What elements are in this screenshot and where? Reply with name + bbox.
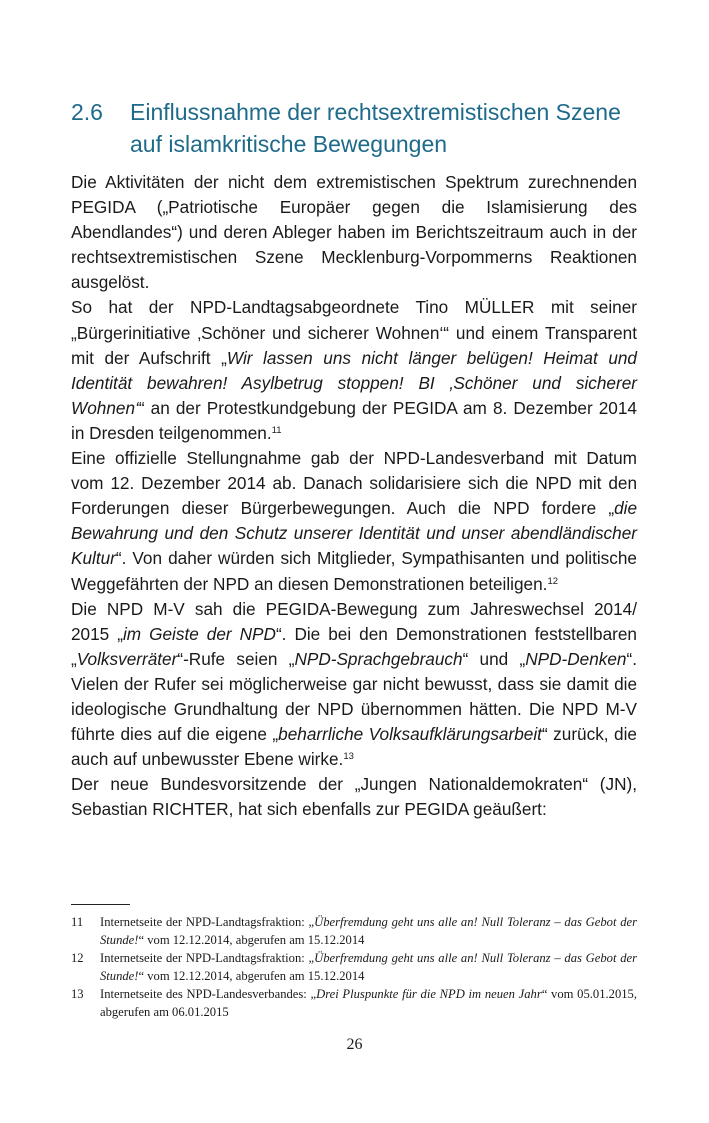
paragraph-4-quote-2: Volksverräter [76,648,178,669]
paragraph-4-text-e: “-Rufe seien „ [177,648,295,669]
footnote-number: 13 [71,987,84,1001]
paragraph-4-quote-1: im Geiste der NPD [122,623,276,644]
footnote-12-text-a: Internetseite der NPD-Landtagsfraktion: „ [100,951,315,965]
paragraph-4-text-g: “ und „ [462,648,526,669]
paragraph-3-quote: die Bewahrung und den Schutz unserer Identität und unser abendländischer Kultur [71,498,637,569]
section-title-line-1: Einflussnahme der rechtsextremistischen Szene [130,99,621,125]
footnote-13-text-c: “ vom 05.01.2015, abgerufen am 06.01.2015 [100,987,637,1019]
footnote-text [100,913,637,949]
footnote-text [100,949,637,985]
footnote-12 [71,949,637,985]
paragraph-4-quote-4: NPD-Denken [525,648,627,669]
paragraph-5: Der neue Bundesvorsitzende der „Jungen Nationaldemokraten“ (JN), Sebastian RICHTER, hat sich ebenfalls zur PEGIDA geäußert: [71,774,637,820]
footnote-11-text-c: “ vom 12.12.2014, abgerufen am 15.12.2014 [138,933,365,947]
paragraph-3 [71,446,637,597]
footnote-12-title: Überfremdung geht uns alle an! Null Toleranz – das Gebot der Stunde! [100,951,637,983]
paragraph-4-quote-3: NPD-Sprachgebrauch [294,648,463,669]
section-heading [71,96,651,160]
paragraph-4-text-c: “. Die bei den Demonstrationen feststellbaren „ [71,623,637,669]
footnote-11-title: Überfremdung geht uns alle an! Null Toleranz – das Gebot der Stunde! [100,915,637,947]
paragraph-1: Die Aktivitäten der nicht dem extremistischen Spektrum zurechnenden PEGIDA („Patriotische Europäer gegen die Islamisierung des Abendlandes“) und deren Ableger haben im Berichtszeitraum auch in der rechtsextremistischen Szene Mecklenburg-Vorpommerns Reaktionen ausgelöst. [71,172,637,293]
footnote-divider [71,904,130,905]
footnote-13-title: Drei Pluspunkte für die NPD im neuen Jahr [316,987,542,1001]
section-title-line-2: auf islamkritische Bewegungen [130,131,448,157]
paragraph-2-text-c: “ an der Protestkundgebung der PEGIDA am 8. Dezember 2014 in Dresden teilgenommen. [71,397,637,443]
footnote-text [100,985,637,1021]
section-number: 2.6 [71,99,103,125]
paragraph-3-text-a: Eine offizielle Stellungnahme gab der NPD-Landesverband mit Datum vom 12. Dezember 2014 ab. Danach solidarisiere sich die NPD mit den Forderungen dieser Bürgerbewegungen. Auch die NPD fordere „ [71,448,637,519]
footnote-number: 11 [71,915,84,929]
page-number: 26 [346,1036,363,1053]
body-text [71,170,637,822]
footnote-ref-12[interactable]: 12 [547,575,559,587]
paragraph-3-text-c: “. Von daher würden sich Mitglieder, Sympathisanten und politische Weggefährten der NPD an diesen Demonstrationen beteiligen. [71,548,637,594]
footnote-11 [71,913,637,949]
footnote-13 [71,985,637,1021]
footnote-13-text-a: Internetseite des NPD-Landesverbandes: „ [100,987,317,1001]
footnote-number: 12 [71,951,84,965]
paragraph-4-text-a: Die NPD M-V sah die PEGIDA-Bewegung zum Jahreswechsel 2014/ 2015 „ [71,598,637,644]
footnote-11-text-a: Internetseite der NPD-Landtagsfraktion: „ [100,915,315,929]
footnote-12-text-c: “ vom 12.12.2014, abgerufen am 15.12.2014 [138,969,365,983]
paragraph-4-text-i: “. Vielen der Rufer sei möglicherweise gar nicht bewusst, dass sie damit die ideologische Grundhaltung der NPD übernommen hätten. Die NPD M-V führte dies auf die eigene „ [71,648,637,745]
paragraph-4-text-k: “ zurück, die auch auf unbewusster Ebene wirke. [71,724,637,770]
paragraph-2-quote: Wir lassen uns nicht länger belügen! Heimat und Identität bewahren! Asylbetrug stoppen! BI ‚Schöner und sicherer Wohnen‘ [71,347,637,418]
paragraph-4 [71,597,637,773]
footnote-ref-13[interactable]: 13 [343,751,354,763]
footnotes [71,913,637,1021]
paragraph-2 [71,295,637,446]
section-title [130,96,651,160]
paragraph-4-quote-5: beharrliche Volksaufklärungsarbeit [278,724,542,745]
paragraph-2-text-a: So hat der NPD-Landtagsabgeordnete Tino MÜLLER mit seiner „Bürgerinitiative ‚Schöner und sicherer Wohnen‘“ und einem Transparent mit der Aufschrift „ [71,297,637,368]
footnote-ref-11[interactable]: 11 [271,424,282,436]
